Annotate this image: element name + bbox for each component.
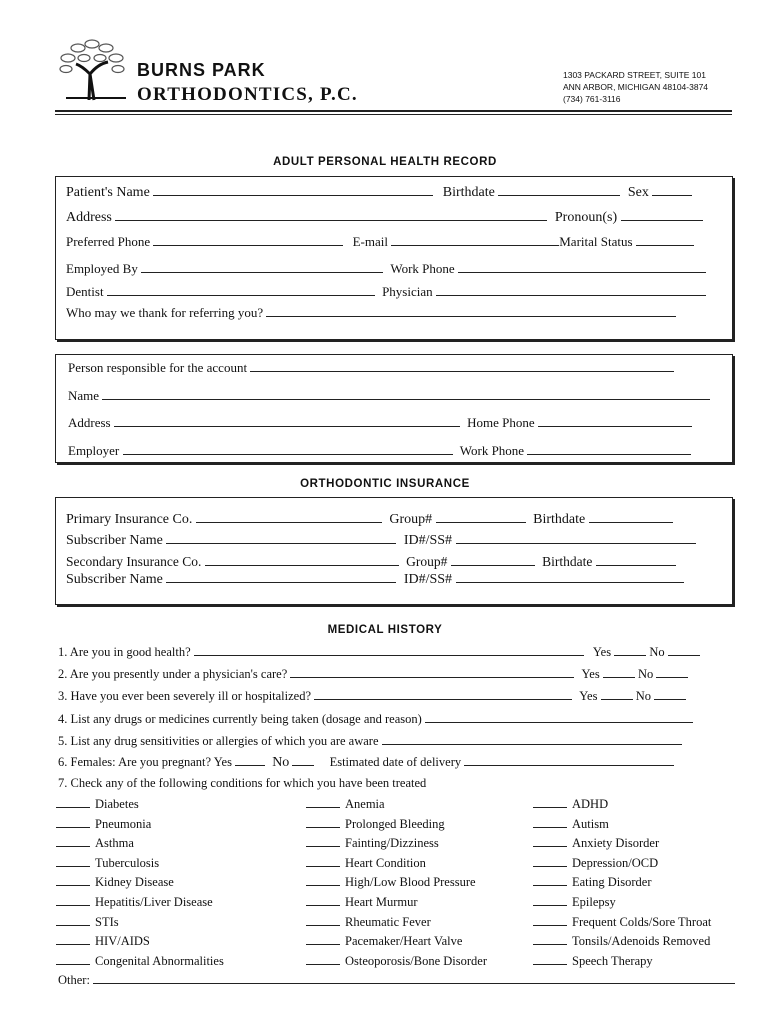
condition-checkbox-line[interactable] xyxy=(306,845,340,847)
question-6-label: 6. Females: Are you pregnant? Yes xyxy=(58,755,232,769)
condition-checkbox-line[interactable] xyxy=(306,904,340,906)
condition-checkbox-line[interactable] xyxy=(533,884,567,886)
home-phone-label: Home Phone xyxy=(467,415,535,430)
primary-insurance-label: Primary Insurance Co. xyxy=(66,512,193,527)
condition-label: Pacemaker/Heart Valve xyxy=(345,934,463,949)
condition-checkbox-line[interactable] xyxy=(533,806,567,808)
condition-checkbox-line[interactable] xyxy=(306,963,340,965)
page-title: ADULT PERSONAL HEALTH RECORD xyxy=(273,156,497,168)
condition-item xyxy=(533,797,608,812)
patient-name-field[interactable] xyxy=(153,194,433,196)
condition-label: Eating Disorder xyxy=(572,875,652,890)
question-3-no-label: No xyxy=(635,689,652,703)
work-phone-label: Work Phone xyxy=(390,261,455,276)
employed-by-field[interactable] xyxy=(141,271,383,273)
work-phone-field[interactable] xyxy=(458,271,706,273)
question-3 xyxy=(58,689,686,704)
condition-item xyxy=(306,915,431,930)
condition-item xyxy=(306,895,418,910)
preferred-phone-field[interactable] xyxy=(153,244,343,246)
condition-checkbox-line[interactable] xyxy=(56,845,90,847)
condition-label: Rheumatic Fever xyxy=(345,914,431,929)
practice-address-line2: ANN ARBOR, MICHIGAN 48104-3874 xyxy=(563,82,709,92)
secondary-group-field[interactable] xyxy=(451,564,535,566)
secondary-insurance-field[interactable] xyxy=(205,564,399,566)
address-label: Address xyxy=(66,210,112,225)
condition-item xyxy=(56,817,151,832)
condition-label: HIV/AIDS xyxy=(95,934,150,949)
delivery-date-field[interactable] xyxy=(464,764,674,766)
practice-name-line1: BURNS PARK xyxy=(137,60,266,80)
primary-id-label: ID#/SS# xyxy=(403,533,453,548)
secondary-group-label: Group# xyxy=(406,554,448,569)
condition-checkbox-line[interactable] xyxy=(306,826,340,828)
secondary-birthdate-label: Birthdate xyxy=(542,554,593,569)
practice-name-line2: ORTHODONTICS, P.C. xyxy=(137,84,358,105)
patient-row-6 xyxy=(66,305,676,321)
condition-checkbox-line[interactable] xyxy=(533,845,567,847)
secondary-id-field[interactable] xyxy=(456,581,684,583)
condition-item xyxy=(56,797,139,812)
question-3-label: 3. Have you ever been severely ill or hospitalized? xyxy=(58,689,312,703)
marital-status-field[interactable] xyxy=(636,244,694,246)
delivery-date-label: Estimated date of delivery xyxy=(329,755,462,769)
condition-item xyxy=(306,934,462,949)
account-address-label: Address xyxy=(68,415,111,430)
condition-label: Hepatitis/Liver Disease xyxy=(95,895,213,909)
question-2-label: 2. Are you presently under a physician's care? xyxy=(58,667,288,681)
primary-birthdate-field[interactable] xyxy=(589,521,673,523)
condition-checkbox-line[interactable] xyxy=(533,963,567,965)
sex-field[interactable] xyxy=(652,194,692,196)
condition-item xyxy=(306,856,426,871)
marital-status-label: Marital Status xyxy=(559,234,633,249)
pronouns-label: Pronoun(s) xyxy=(554,210,618,225)
condition-label: Heart Murmur xyxy=(345,895,418,909)
condition-label: Diabetes xyxy=(95,797,139,811)
responsible-person-label: Person responsible for the account xyxy=(68,360,248,375)
dentist-field[interactable] xyxy=(107,294,375,296)
condition-label: Tonsils/Adenoids Removed xyxy=(572,934,711,949)
practice-address-line1: 1303 PACKARD STREET, SUITE 101 xyxy=(563,70,706,80)
condition-label: Speech Therapy xyxy=(572,953,653,968)
condition-checkbox-line[interactable] xyxy=(306,884,340,886)
question-5 xyxy=(58,734,682,749)
condition-item xyxy=(56,934,150,949)
question-2-field[interactable] xyxy=(290,676,574,678)
responsible-person-field[interactable] xyxy=(250,370,674,372)
condition-item xyxy=(56,875,174,890)
condition-item xyxy=(306,817,445,832)
condition-label: Asthma xyxy=(95,836,134,851)
condition-checkbox-line[interactable] xyxy=(56,865,90,867)
condition-checkbox-line[interactable] xyxy=(56,884,90,886)
condition-label: Pneumonia xyxy=(95,816,152,831)
question-5-label: 5. List any drug sensitivities or allergies of which you are aware xyxy=(58,734,379,748)
account-name-label: Name xyxy=(68,388,100,403)
condition-item xyxy=(56,856,159,871)
question-2-yes-label: Yes xyxy=(581,667,600,681)
question-6 xyxy=(58,755,674,771)
condition-label: Congenital Abnormalities xyxy=(95,953,224,968)
email-label: E-mail xyxy=(352,234,388,249)
insurance-row-2 xyxy=(66,533,696,549)
condition-label: High/Low Blood Pressure xyxy=(345,875,476,890)
condition-item xyxy=(306,875,476,890)
condition-item xyxy=(533,817,609,832)
condition-checkbox-line[interactable] xyxy=(56,924,90,926)
condition-label: Heart Condition xyxy=(345,855,426,870)
primary-group-field[interactable] xyxy=(436,521,526,523)
question-1-no-field[interactable] xyxy=(668,654,700,656)
insurance-row-1 xyxy=(66,512,673,528)
condition-item xyxy=(306,797,385,812)
primary-insurance-field[interactable] xyxy=(196,521,382,523)
insurance-row-3 xyxy=(66,554,676,570)
secondary-subscriber-label: Subscriber Name xyxy=(66,572,163,587)
condition-checkbox-line[interactable] xyxy=(533,865,567,867)
condition-label: Tuberculosis xyxy=(95,855,160,870)
question-1 xyxy=(58,645,700,660)
question-2-yes-field[interactable] xyxy=(603,676,635,678)
address-field[interactable] xyxy=(115,219,547,221)
question-7 xyxy=(58,776,426,791)
condition-label: Frequent Colds/Sore Throat xyxy=(572,914,712,929)
condition-checkbox-line[interactable] xyxy=(56,904,90,906)
account-work-phone-label: Work Phone xyxy=(459,443,525,458)
physician-label: Physician xyxy=(382,284,433,299)
home-phone-field[interactable] xyxy=(538,425,692,427)
condition-label: STIs xyxy=(95,914,119,929)
question-3-field[interactable] xyxy=(314,698,572,700)
condition-label: Epilepsy xyxy=(572,895,616,909)
condition-checkbox-line[interactable] xyxy=(306,806,340,808)
condition-label: Prolonged Bleeding xyxy=(345,816,445,831)
condition-item xyxy=(533,954,653,969)
condition-item xyxy=(533,836,659,851)
patient-row-2 xyxy=(66,210,703,226)
condition-item xyxy=(533,856,658,871)
condition-label: ADHD xyxy=(572,797,609,811)
patient-row-4 xyxy=(66,261,706,277)
birthdate-label: Birthdate xyxy=(442,185,495,200)
question-2-no-field[interactable] xyxy=(656,676,688,678)
condition-label: Kidney Disease xyxy=(95,875,174,890)
other-row xyxy=(58,973,735,988)
condition-checkbox-line[interactable] xyxy=(56,826,90,828)
question-2-no-label: No xyxy=(637,667,654,681)
physician-field[interactable] xyxy=(436,294,706,296)
question-1-yes-label: Yes xyxy=(592,645,612,659)
sex-label: Sex xyxy=(627,185,649,200)
question-1-yes-field[interactable] xyxy=(614,654,646,656)
referral-label: Who may we thank for referring you? xyxy=(66,305,264,320)
question-1-label: 1. Are you in good health? xyxy=(58,645,191,659)
medical-history-title: MEDICAL HISTORY xyxy=(327,624,443,636)
condition-label: Osteoporosis/Bone Disorder xyxy=(345,953,487,968)
logo-tree-icon xyxy=(56,34,128,102)
condition-label: Depression/OCD xyxy=(572,855,659,870)
pregnant-no-label: No xyxy=(272,755,290,770)
employed-by-label: Employed By xyxy=(66,261,138,276)
account-row-4 xyxy=(68,443,691,459)
header-divider-thin xyxy=(55,114,732,115)
pregnant-no-field[interactable] xyxy=(292,764,314,766)
condition-item xyxy=(533,875,652,890)
condition-item xyxy=(56,915,119,930)
secondary-id-label: ID#/SS# xyxy=(403,572,453,587)
account-work-phone-field[interactable] xyxy=(527,453,691,455)
employer-label: Employer xyxy=(68,443,120,458)
primary-subscriber-field[interactable] xyxy=(166,542,396,544)
pronouns-field[interactable] xyxy=(621,219,703,221)
condition-label: Fainting/Dizziness xyxy=(345,836,439,851)
condition-label: Anemia xyxy=(345,797,385,811)
question-4-label: 4. List any drugs or medicines currently being taken (dosage and reason) xyxy=(58,712,422,726)
question-4-field[interactable] xyxy=(425,721,693,723)
dentist-label: Dentist xyxy=(66,284,104,299)
condition-checkbox-line[interactable] xyxy=(533,904,567,906)
question-3-no-field[interactable] xyxy=(654,698,686,700)
secondary-insurance-label: Secondary Insurance Co. xyxy=(66,554,202,569)
question-5-field[interactable] xyxy=(382,743,682,745)
pregnant-yes-field[interactable] xyxy=(235,764,265,766)
condition-item xyxy=(306,954,487,969)
preferred-phone-label: Preferred Phone xyxy=(66,234,151,249)
question-2 xyxy=(58,667,688,682)
insurance-row-4 xyxy=(66,572,684,588)
patient-row-5 xyxy=(66,284,706,300)
email-field[interactable] xyxy=(391,244,559,246)
condition-checkbox-line[interactable] xyxy=(306,943,340,945)
condition-label: Autism xyxy=(572,816,609,831)
condition-checkbox-line[interactable] xyxy=(56,806,90,808)
insurance-title: ORTHODONTIC INSURANCE xyxy=(300,478,470,490)
header-divider xyxy=(55,110,732,112)
primary-id-field[interactable] xyxy=(456,542,696,544)
question-7-label: 7. Check any of the following conditions for which you have been treated xyxy=(58,776,427,790)
condition-checkbox-line[interactable] xyxy=(533,924,567,926)
primary-group-label: Group# xyxy=(389,512,433,527)
primary-birthdate-label: Birthdate xyxy=(533,512,586,527)
account-row-2 xyxy=(68,388,710,404)
secondary-birthdate-field[interactable] xyxy=(596,564,676,566)
question-1-no-label: No xyxy=(649,645,665,659)
patient-row-1 xyxy=(66,185,692,201)
condition-item xyxy=(56,836,134,851)
birthdate-field[interactable] xyxy=(498,194,620,196)
account-row-1 xyxy=(68,360,674,376)
condition-checkbox-line[interactable] xyxy=(533,943,567,945)
other-label: Other: xyxy=(58,973,90,987)
question-1-field[interactable] xyxy=(194,654,584,656)
condition-checkbox-line[interactable] xyxy=(56,963,90,965)
other-field[interactable] xyxy=(93,982,735,984)
referral-field[interactable] xyxy=(266,315,676,317)
practice-phone: (734) 761-3116 xyxy=(563,94,621,104)
account-name-field[interactable] xyxy=(102,398,710,400)
condition-label: Anxiety Disorder xyxy=(572,836,660,851)
condition-item xyxy=(56,895,213,910)
primary-subscriber-label: Subscriber Name xyxy=(66,533,163,548)
question-3-yes-label: Yes xyxy=(579,689,598,703)
patient-row-3 xyxy=(66,234,694,250)
condition-item xyxy=(533,934,710,949)
condition-checkbox-line[interactable] xyxy=(306,924,340,926)
account-address-field[interactable] xyxy=(114,425,460,427)
condition-item xyxy=(533,915,711,930)
condition-checkbox-line[interactable] xyxy=(306,865,340,867)
patient-name-label: Patient's Name xyxy=(66,185,150,200)
question-3-yes-field[interactable] xyxy=(601,698,633,700)
account-row-3 xyxy=(68,415,692,431)
condition-checkbox-line[interactable] xyxy=(533,826,567,828)
condition-item xyxy=(306,836,439,851)
condition-checkbox-line[interactable] xyxy=(56,943,90,945)
employer-field[interactable] xyxy=(123,453,453,455)
condition-item xyxy=(56,954,224,969)
condition-item xyxy=(533,895,616,910)
secondary-subscriber-field[interactable] xyxy=(166,581,396,583)
question-4 xyxy=(58,712,693,727)
